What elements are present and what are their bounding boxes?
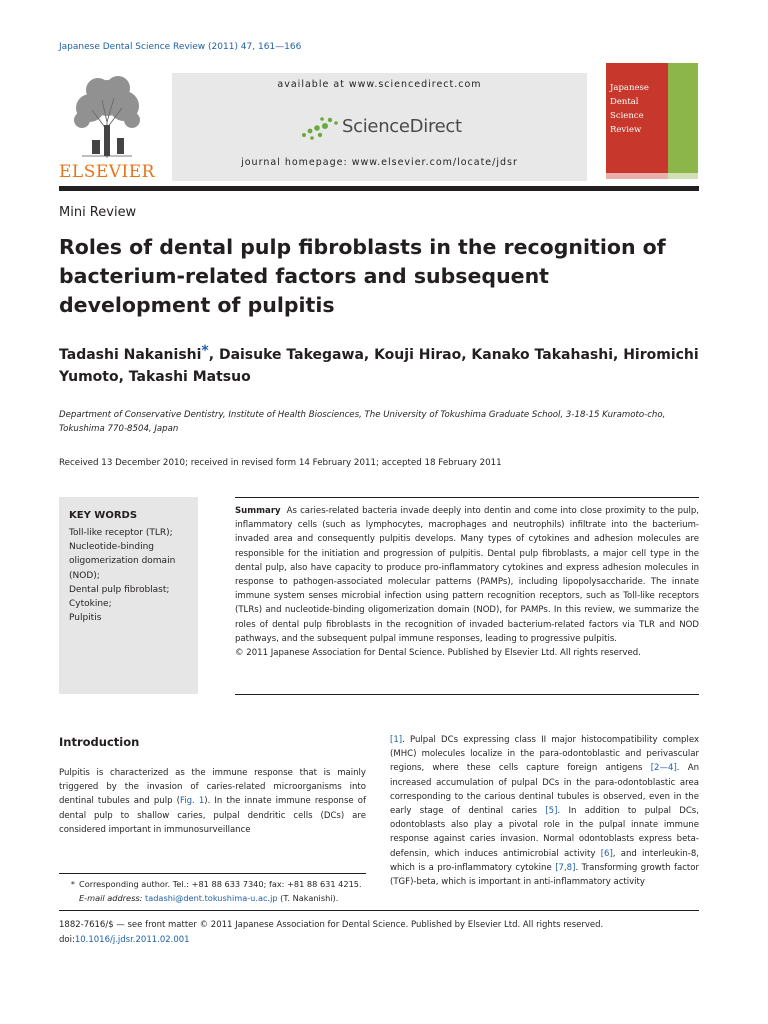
reference-link[interactable]: [7,8]	[555, 862, 576, 873]
body-text: . Pulpal DCs expressing class II major histocompatibility complex (MHC) molecules localize in the para-odontoblastic and perivascular regions, where these cells capture foreign antigens	[390, 735, 699, 774]
email-label: E-mail address:	[79, 892, 143, 903]
received-dates: Received 13 December 2010; received in revised form 14 February 2011; accepted 18 February 2011	[59, 458, 502, 468]
sciencedirect-banner	[172, 73, 587, 181]
footnote-rule	[59, 873, 366, 874]
footnote-email-line	[59, 892, 366, 906]
author-rest: , Daisuke Takegawa, Kouji Hirao, Kanako Takahashi, Hiromichi Yumoto, Takashi Matsuo	[59, 347, 699, 385]
body-text: Pulpitis is characterized as the immune response that is mainly triggered by the invasion of caries-related microorganisms into dentinal tubules and pulp (	[59, 768, 366, 807]
abstract-label: Summary	[235, 506, 281, 516]
journal-citation[interactable]: Japanese Dental Science Review (2011) 47, 161—166	[59, 42, 302, 52]
figure-link[interactable]: Fig. 1	[179, 796, 205, 807]
keywords-heading: KEY WORDS	[69, 510, 138, 521]
body-text: . Transforming growth factor (TGF)-beta, which is important in anti-inflammatory activity	[390, 862, 699, 888]
footnote-marker: *	[70, 879, 75, 889]
front-matter-line: 1882-7616/$ — see front matter © 2011 Japanese Association for Dental Science. Published by Elsevier Ltd. All rights reserved.	[59, 920, 604, 930]
sciencedirect-logo[interactable]	[300, 113, 470, 143]
body-text: , and interleukin-8, which is a pro-inflammatory cytokine	[390, 848, 699, 873]
body-column-left	[59, 766, 366, 837]
keyword-item: Nucleotide-binding oligomerization domain (NOD);	[69, 542, 176, 581]
keyword-item: Dental pulp fibroblast;	[69, 584, 170, 595]
header-rule	[59, 186, 699, 191]
cover-title	[610, 81, 649, 137]
doi-label: doi:	[59, 934, 75, 945]
elsevier-wordmark: ELSEVIER	[59, 162, 155, 182]
cover-title-line: Japanese	[610, 83, 649, 93]
footnote-contact: Corresponding author. Tel.: +81 88 633 7340; fax: +81 88 631 4215.	[79, 879, 362, 889]
keywords-list	[69, 526, 195, 625]
reference-link[interactable]: [2—4]	[650, 763, 677, 774]
abstract-copyright: © 2011 Japanese Association for Dental Science. Published by Elsevier Ltd. All rights reserved.	[235, 648, 641, 659]
email-suffix: (T. Nakanishi).	[280, 892, 339, 903]
affiliation: Department of Conservative Dentistry, Institute of Health Biosciences, The University of Tokushima Graduate School, 3-18-15 Kuramoto-cho, Tokushima 770-8504, Japan	[59, 410, 666, 434]
article-type: Mini Review	[59, 205, 137, 220]
cover-title-line: Science	[610, 111, 644, 121]
author-list	[59, 340, 699, 388]
reference-link[interactable]: [1]	[390, 735, 403, 745]
front-matter-rule	[59, 910, 699, 911]
body-column-right	[390, 733, 699, 889]
elsevier-tree-icon	[62, 70, 152, 160]
elsevier-logo[interactable]	[56, 70, 158, 182]
body-text: ). In the innate immune response of dental pulp to shallow caries, pulpal dendritic cells (DCs) are considered important in immunosurveillance	[59, 796, 366, 835]
keyword-item: Toll-like receptor (TLR);	[69, 528, 173, 538]
footnote	[59, 878, 366, 905]
email-link[interactable]: tadashi@dent.tokushima-u.ac.jp	[145, 892, 278, 903]
cover-title-line: Dental	[610, 97, 639, 107]
abstract-text: As caries-related bacteria invade deeply into dentin and come into close proximity to the pulp, inflammatory cells (such as lymphocytes, macrophages and neutrophils) infiltrate into the bacterium-invaded area and consequently pulpitis develops. Many types of cytokines and adhesion molecules are responsible for the initiation and progression of pulpitis. Dental pulp fibroblasts, a major cell type in the dental pulp, also have capacity to produce pro-inflammatory cytokines and express adhesion molecules in response to pathogen-associated molecular patterns (PAMPs), including lipopolysaccharide. The innate immune system senses microbial infection using pattern recognition receptors, such as Toll-like receptors (TLRs) and nucleotide-binding oligomerization domain (NOD), for PAMPs. In this review, we summarize the roles of dental pulp fibroblasts in the recognition of invaded bacterium-related factors via TLR and NOD pathways, and the subsequent pulpal immune responses, leading to progressive pulpitis.	[235, 506, 699, 644]
body-text: . In addition to pulpal DCs, odontoblasts also play a pivotal role in the pulpal innate immune response against caries invasion. Normal odontoblasts express beta-defensin, which induces antimicrobial activity	[390, 806, 699, 859]
sciencedirect-wordmark: ScienceDirect	[342, 116, 462, 137]
sciencedirect-dots-icon	[300, 115, 340, 141]
corresponding-author-mark[interactable]: *	[201, 343, 209, 359]
journal-homepage-text[interactable]: journal homepage: www.elsevier.com/locate/jdsr	[241, 157, 518, 168]
doi-line	[59, 933, 603, 948]
keyword-item: Cytokine;	[69, 599, 112, 610]
abstract-rule-bottom	[235, 694, 699, 695]
cover-title-line: Review	[610, 125, 642, 135]
section-heading-introduction: Introduction	[59, 735, 140, 749]
keywords-box	[59, 497, 198, 694]
journal-cover[interactable]	[606, 63, 698, 179]
front-matter	[59, 918, 603, 947]
available-at-text[interactable]: available at www.sciencedirect.com	[277, 79, 482, 90]
body-text: . An increased accumulation of pulpal DCs in the para-odontoblastic area corresponding to the carious dentinal tubules is observed, even in the early stage of dentinal caries	[390, 763, 699, 817]
reference-link[interactable]: [6]	[600, 848, 613, 859]
abstract	[235, 504, 699, 660]
reference-link[interactable]: [5]	[545, 806, 558, 817]
cover-bottom-strip	[606, 173, 698, 179]
abstract-rule-top	[235, 497, 699, 498]
author-first: Tadashi Nakanishi	[59, 347, 202, 363]
doi-link[interactable]: 10.1016/j.jdsr.2011.02.001	[74, 934, 190, 945]
footnote-correspondence	[59, 878, 366, 892]
keyword-item: Pulpitis	[69, 613, 102, 624]
cover-green-panel	[668, 63, 698, 179]
article-title: Roles of dental pulp fibroblasts in the recognition of bacterium-related factors and subsequent development of pulpitis	[59, 235, 666, 317]
